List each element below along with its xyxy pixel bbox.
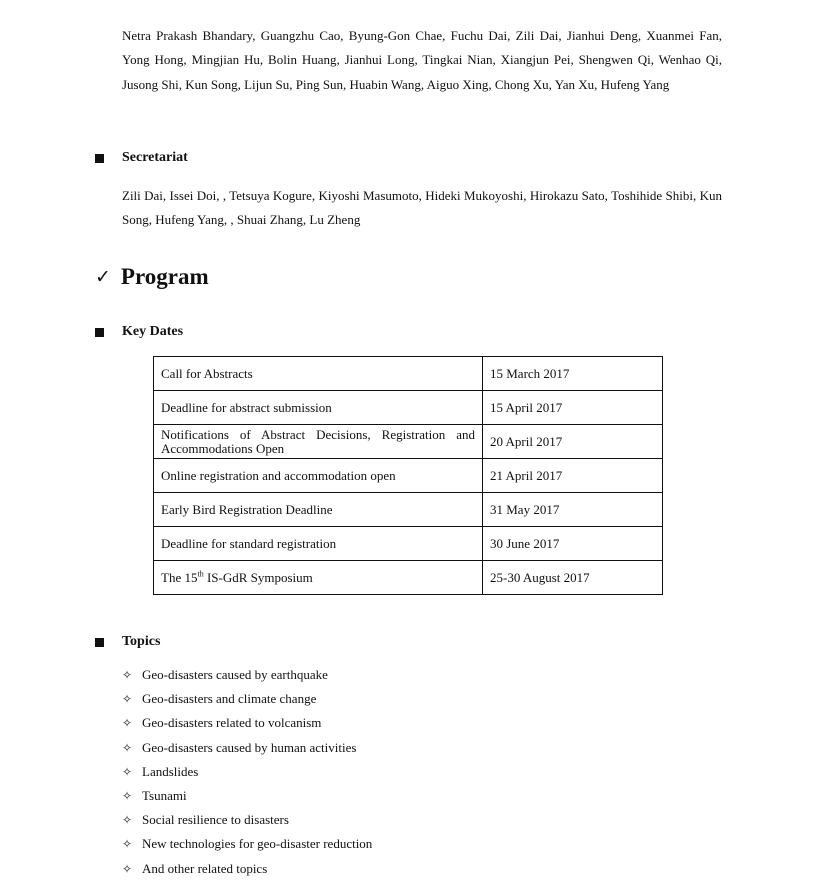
program-title — [95, 264, 209, 290]
program-title-label: Program — [120, 264, 209, 289]
secretariat-heading — [95, 150, 188, 166]
key-dates-table — [153, 356, 663, 595]
topics-list — [122, 663, 372, 881]
list-item — [122, 857, 372, 881]
event-cell: Notifications of Abstract Decisions, Registration and Accommodations Open — [154, 425, 483, 459]
topic-label: And other related topics — [142, 860, 268, 876]
secretariat-members: Zili Dai, Issei Doi, , Tetsuya Kogure, Kiyoshi Masumoto, Hideki Mukoyoshi, Hirokazu Sato, Toshihide Shibi, Kun Song, Hufeng Yang, , Shuai Zhang, Lu Zheng — [122, 188, 722, 228]
list-item — [122, 687, 372, 711]
key-dates-heading-label: Key Dates — [122, 324, 184, 339]
date-cell: 30 June 2017 — [483, 527, 663, 561]
topic-label: Geo-disasters and climate change — [142, 691, 317, 707]
diamond-bullet-icon: ✧ — [122, 692, 133, 707]
list-item — [122, 760, 372, 784]
list-item — [122, 832, 372, 856]
event-cell: Early Bird Registration Deadline — [154, 493, 483, 527]
topic-label: Landslides — [142, 763, 199, 779]
event-cell: Deadline for abstract submission — [154, 391, 483, 425]
list-item — [122, 663, 372, 687]
ordinal-suffix: th — [197, 569, 204, 579]
topics-heading — [95, 634, 160, 650]
table-row — [154, 425, 663, 459]
list-item — [122, 784, 372, 808]
date-cell: 20 April 2017 — [483, 425, 663, 459]
diamond-bullet-icon: ✧ — [122, 813, 133, 828]
topic-label: Geo-disasters caused by human activities — [142, 739, 357, 755]
topic-label: Tsunami — [142, 788, 187, 804]
diamond-bullet-icon: ✧ — [122, 789, 133, 804]
date-cell: 15 April 2017 — [483, 391, 663, 425]
table-row — [154, 357, 663, 391]
diamond-bullet-icon: ✧ — [122, 668, 133, 683]
table-row — [154, 459, 663, 493]
event-cell: Deadline for standard registration — [154, 527, 483, 561]
date-cell: 21 April 2017 — [483, 459, 663, 493]
event-suffix: IS-GdR Symposium — [203, 569, 313, 585]
table-row — [154, 391, 663, 425]
topic-label: Geo-disasters caused by earthquake — [142, 667, 328, 683]
event-prefix: The 15 — [161, 569, 198, 585]
topic-label: Geo-disasters related to volcanism — [142, 715, 322, 731]
committee-members: Netra Prakash Bhandary, Guangzhu Cao, Byung-Gon Chae, Fuchu Dai, Zili Dai, Jianhui Deng, Xuanmei Fan, Yong Hong, Mingjian Hu, Bolin Huang, Jianhui Long, Tingkai Nian, Xiangjun Pei, Shengwen Qi, Wenhao Qi, Jusong Shi, Kun Song, Lijun Su, Ping Sun, Huabin Wang, Aiguo Xing, Chong Xu, Yan Xu, Hufeng Yang — [122, 28, 722, 92]
topic-label: Social resilience to disasters — [142, 812, 289, 828]
table-row — [154, 493, 663, 527]
diamond-bullet-icon: ✧ — [122, 740, 133, 755]
date-cell: 31 May 2017 — [483, 493, 663, 527]
diamond-bullet-icon: ✧ — [122, 764, 133, 779]
secretariat-heading-label: Secretariat — [122, 150, 188, 165]
event-cell — [154, 561, 483, 595]
table-row — [154, 561, 663, 595]
diamond-bullet-icon: ✧ — [122, 716, 133, 731]
diamond-bullet-icon: ✧ — [122, 837, 133, 852]
topic-label: New technologies for geo-disaster reduction — [142, 836, 373, 852]
list-item — [122, 736, 372, 760]
square-bullet-icon — [95, 328, 104, 337]
date-cell: 15 March 2017 — [483, 357, 663, 391]
topics-heading-label: Topics — [122, 634, 161, 649]
key-dates-heading — [95, 324, 183, 340]
square-bullet-icon — [95, 154, 104, 163]
diamond-bullet-icon: ✧ — [122, 861, 133, 876]
list-item — [122, 808, 372, 832]
date-cell: 25-30 August 2017 — [483, 561, 663, 595]
list-item — [122, 711, 372, 735]
square-bullet-icon — [95, 638, 104, 647]
checkmark-icon: ✓ — [95, 266, 111, 288]
event-cell: Online registration and accommodation open — [154, 459, 483, 493]
table-row — [154, 527, 663, 561]
event-cell: Call for Abstracts — [154, 357, 483, 391]
